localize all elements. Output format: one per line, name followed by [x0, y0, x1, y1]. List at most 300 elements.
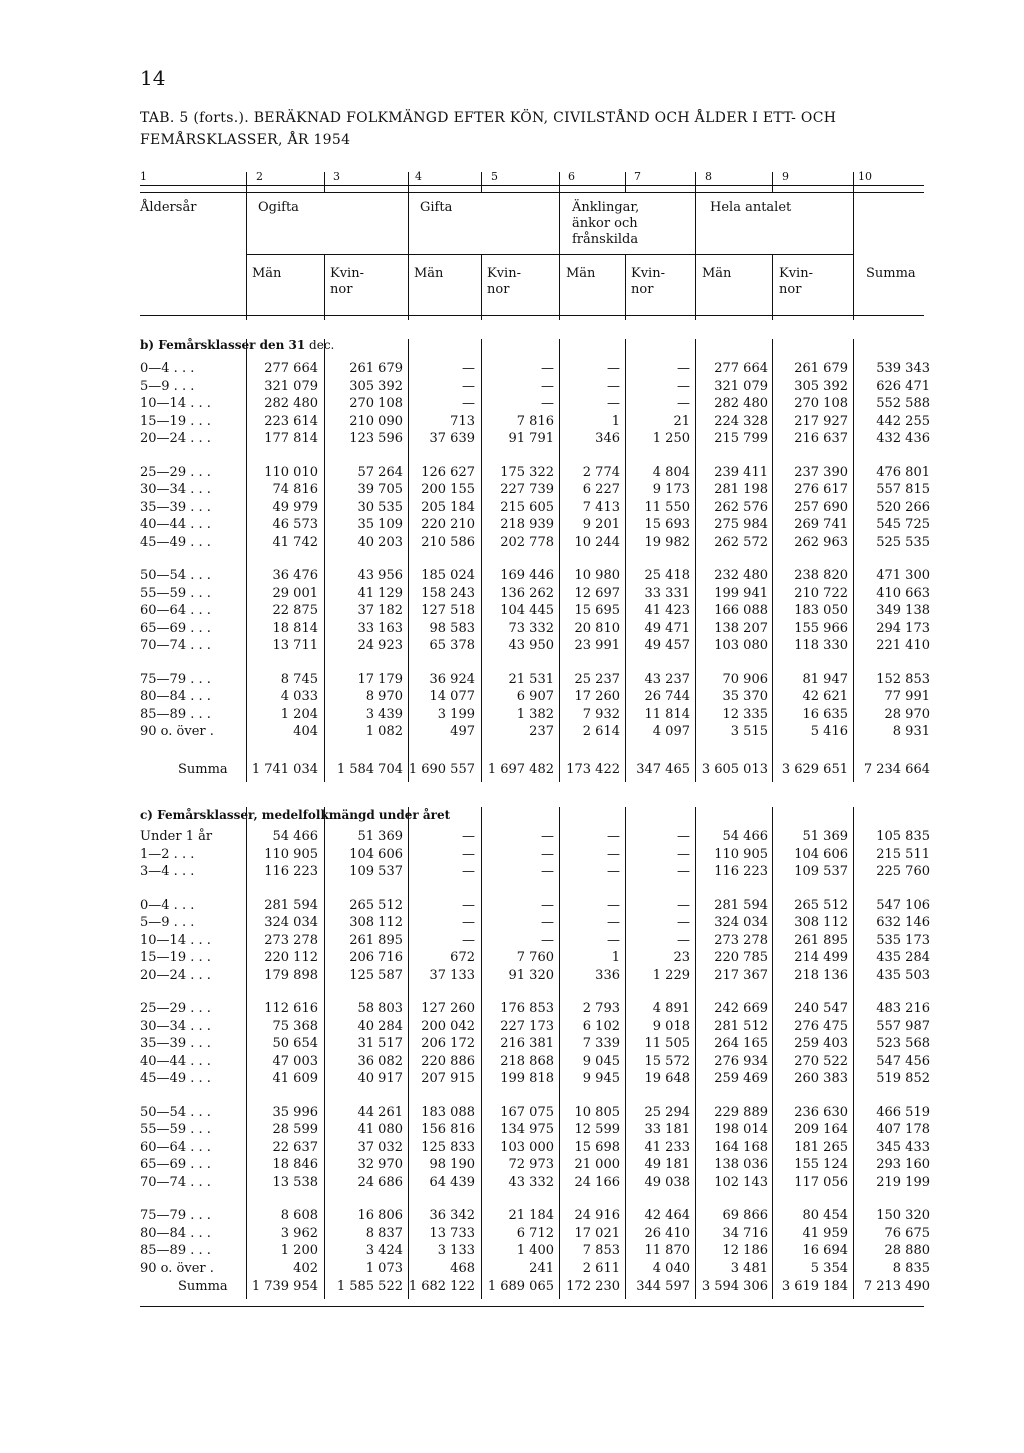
column-rule: [772, 172, 773, 192]
cell-value: 12 186: [722, 1243, 768, 1258]
age-label: 60—64 . . .: [140, 603, 211, 618]
cell-value: 293 160: [876, 1157, 930, 1172]
cell-value: 50 654: [272, 1036, 318, 1051]
cell-value: 281 512: [714, 1018, 768, 1034]
cell-value: 25 294: [644, 1104, 690, 1120]
cell-value: 262 963: [794, 534, 848, 550]
cell-value: 261 895: [794, 932, 848, 948]
cell-value: 305 392: [349, 378, 403, 394]
col-number: 3: [333, 170, 340, 183]
cell-value: 12 599: [574, 1122, 620, 1137]
cell-value: —: [677, 915, 690, 930]
cell-value: 229 889: [714, 1104, 768, 1120]
cell-value: 220 886: [421, 1053, 475, 1069]
subheader-rule: [695, 254, 853, 255]
cell-value: 110 905: [714, 846, 768, 862]
cell-value: 138 036: [714, 1157, 768, 1172]
cell-value: 36 476: [272, 568, 318, 583]
section-title: [140, 808, 450, 822]
col-number: 7: [634, 170, 641, 183]
cell-value: —: [607, 361, 620, 376]
age-label: 10—14 . . .: [140, 396, 211, 411]
cell-value: 23: [673, 950, 690, 965]
age-label: 3—4 . . .: [140, 864, 195, 879]
cell-value: 5 416: [810, 724, 848, 739]
summa-value: 1 689 065: [487, 1279, 554, 1294]
cell-value: 216 381: [500, 1036, 554, 1051]
summa-value: 3 594 306: [701, 1279, 768, 1294]
cell-value: 308 112: [349, 915, 403, 930]
cell-value: 218 868: [500, 1053, 554, 1069]
cell-value: 4 804: [652, 464, 690, 480]
cell-value: 185 024: [421, 568, 475, 583]
cell-value: 117 056: [794, 1174, 848, 1190]
cell-value: 37 182: [357, 603, 403, 618]
column-rule: [853, 339, 854, 782]
cell-value: 1 400: [516, 1243, 554, 1258]
age-label: 55—59 . . .: [140, 1122, 211, 1137]
header-rule: [246, 192, 247, 320]
header-rule: [408, 192, 409, 320]
cell-value: —: [677, 829, 690, 844]
age-label: 85—89 . . .: [140, 706, 211, 722]
header-kvinnor: [631, 266, 665, 298]
title-line-2: FEMÅRSKLASSER, ÅR 1954: [140, 132, 351, 148]
cell-value: —: [541, 396, 554, 411]
cell-value: 103 000: [500, 1139, 554, 1155]
cell-value: 28 599: [272, 1122, 318, 1137]
cell-value: 10 244: [574, 534, 620, 550]
cell-value: —: [462, 864, 475, 879]
cell-value: 4 040: [652, 1260, 690, 1276]
cell-value: 25 418: [644, 568, 690, 583]
cell-value: —: [462, 829, 475, 844]
cell-value: 103 080: [714, 638, 768, 653]
column-rule: [246, 807, 247, 1299]
header-kvinnor-line: nor: [330, 282, 353, 297]
age-label: 90 o. över .: [140, 1260, 214, 1276]
cell-value: 260 383: [794, 1071, 848, 1086]
cell-value: 3 439: [365, 706, 403, 722]
subheader-rule-v: [324, 254, 325, 320]
cell-value: 37 639: [429, 431, 475, 446]
age-label: 75—79 . . .: [140, 671, 211, 687]
cell-value: 30 535: [357, 499, 403, 515]
cell-value: 547 456: [876, 1053, 930, 1069]
cell-value: 3 515: [730, 724, 768, 739]
cell-value: 242 669: [714, 1001, 768, 1016]
cell-value: 10 980: [574, 568, 620, 583]
cell-value: 276 475: [794, 1018, 848, 1034]
cell-value: 104 445: [500, 603, 554, 618]
column-rule: [324, 172, 325, 192]
cell-value: 7 932: [582, 706, 620, 722]
section-title-bold: c) Femårsklasser, medelfolkmängd under året: [140, 808, 451, 822]
cell-value: 40 284: [357, 1018, 403, 1034]
cell-value: 39 705: [357, 482, 403, 497]
cell-value: 276 934: [714, 1053, 768, 1069]
column-rule: [324, 807, 325, 1299]
col-number: 8: [705, 170, 712, 183]
cell-value: 1 200: [280, 1243, 318, 1258]
age-label: 60—64 . . .: [140, 1139, 211, 1155]
cell-value: 672: [450, 950, 475, 965]
cell-value: 273 278: [714, 932, 768, 948]
cell-value: 54 466: [722, 829, 768, 844]
cell-value: 36 924: [429, 671, 475, 687]
summa-value: 1 739 954: [251, 1279, 318, 1294]
cell-value: 46 573: [272, 517, 318, 532]
cell-value: 41 959: [802, 1225, 848, 1241]
cell-value: 19 648: [644, 1071, 690, 1086]
cell-value: 8 837: [365, 1225, 403, 1241]
column-rule: [772, 807, 773, 1299]
cell-value: 43 956: [357, 568, 403, 583]
cell-value: 8 970: [365, 689, 403, 704]
cell-value: 41 233: [644, 1139, 690, 1155]
cell-value: —: [607, 396, 620, 411]
cell-value: 36 082: [357, 1053, 403, 1069]
column-rule: [246, 339, 247, 782]
cell-value: 8 745: [280, 671, 318, 687]
cell-value: 240 547: [794, 1001, 848, 1016]
cell-value: 265 512: [794, 897, 848, 913]
summa-value: 344 597: [636, 1279, 690, 1294]
header-man: Män: [414, 266, 444, 281]
cell-value: 13 733: [429, 1225, 475, 1241]
header-kvinnor-line: nor: [487, 282, 510, 297]
cell-value: 43 237: [644, 671, 690, 687]
cell-value: 91 791: [508, 431, 554, 446]
cell-value: 13 711: [272, 638, 318, 653]
cell-value: 81 947: [802, 671, 848, 687]
col-number: 1: [140, 170, 147, 183]
cell-value: 167 075: [500, 1104, 554, 1120]
cell-value: 118 330: [794, 638, 848, 653]
cell-value: 232 480: [714, 568, 768, 583]
cell-value: 407 178: [876, 1122, 930, 1137]
header-kvinnor: [779, 266, 813, 298]
cell-value: —: [607, 829, 620, 844]
cell-value: 24 166: [574, 1174, 620, 1190]
cell-value: 525 535: [876, 534, 930, 550]
age-label: 40—44 . . .: [140, 517, 211, 532]
cell-value: 98 190: [429, 1157, 475, 1172]
cell-value: 632 146: [876, 915, 930, 930]
cell-value: 21 184: [508, 1208, 554, 1223]
age-label: Under 1 år: [140, 829, 213, 844]
cell-value: 8 931: [892, 724, 930, 739]
cell-value: 557 815: [876, 482, 930, 497]
cell-value: 76 675: [884, 1225, 930, 1241]
column-rule: [408, 339, 409, 782]
cell-value: 31 517: [357, 1036, 403, 1051]
cell-value: —: [462, 396, 475, 411]
cell-value: 80 454: [802, 1208, 848, 1223]
column-rule: [625, 339, 626, 782]
cell-value: 42 621: [802, 689, 848, 704]
cell-value: 281 594: [714, 897, 768, 913]
cell-value: 156 816: [421, 1122, 475, 1137]
cell-value: 10 805: [574, 1104, 620, 1120]
cell-value: 105 835: [876, 829, 930, 844]
age-label: 55—59 . . .: [140, 585, 211, 601]
cell-value: 198 014: [714, 1122, 768, 1137]
cell-value: 158 243: [421, 585, 475, 601]
cell-value: 199 818: [500, 1071, 554, 1086]
cell-value: —: [677, 378, 690, 394]
subheader-rule: [246, 254, 408, 255]
cell-value: 116 223: [714, 864, 768, 879]
summa-value: 3 629 651: [781, 762, 848, 777]
cell-value: 126 627: [421, 464, 475, 480]
cell-value: 713: [450, 413, 475, 429]
cell-value: 432 436: [876, 431, 930, 446]
age-label: 5—9 . . .: [140, 915, 195, 930]
age-label: 50—54 . . .: [140, 1104, 211, 1120]
cell-value: 64 439: [429, 1174, 475, 1190]
cell-value: 259 469: [714, 1071, 768, 1086]
cell-value: 270 108: [794, 396, 848, 411]
cell-value: —: [541, 378, 554, 394]
cell-value: 125 587: [349, 967, 403, 983]
column-rule: [695, 172, 696, 192]
cell-value: 19 982: [644, 534, 690, 550]
cell-value: —: [462, 932, 475, 948]
table-title: [140, 107, 836, 151]
column-rule: [625, 172, 626, 192]
cell-value: 15 695: [574, 603, 620, 618]
cell-value: —: [541, 864, 554, 879]
page-number: 14: [140, 66, 166, 90]
cell-value: —: [677, 897, 690, 913]
cell-value: 215 799: [714, 431, 768, 446]
column-rule: [481, 339, 482, 782]
rule-top: [140, 185, 924, 186]
cell-value: 26 410: [644, 1225, 690, 1241]
cell-value: 49 471: [644, 620, 690, 636]
cell-value: 545 725: [876, 517, 930, 532]
cell-value: 176 853: [500, 1001, 554, 1016]
cell-value: 17 179: [357, 671, 403, 687]
cell-value: 520 266: [876, 499, 930, 515]
cell-value: 270 108: [349, 396, 403, 411]
header-rule: [853, 192, 854, 320]
header-hela: Hela antalet: [710, 200, 792, 215]
age-label: 85—89 . . .: [140, 1243, 211, 1258]
col-number: 6: [568, 170, 575, 183]
cell-value: 57 264: [357, 464, 403, 480]
cell-value: 227 739: [500, 482, 554, 497]
column-rule: [772, 339, 773, 782]
cell-value: 25 237: [574, 671, 620, 687]
header-kvinnor: [487, 266, 521, 298]
cell-value: 91 320: [508, 967, 554, 983]
cell-value: 125 833: [421, 1139, 475, 1155]
cell-value: 102 143: [714, 1174, 768, 1190]
cell-value: 200 042: [421, 1018, 475, 1034]
summa-value: 1 697 482: [487, 762, 554, 777]
cell-value: 109 537: [349, 864, 403, 879]
column-rule: [559, 807, 560, 1299]
cell-value: —: [541, 897, 554, 913]
column-rule: [324, 339, 325, 782]
cell-value: 123 596: [349, 431, 403, 446]
age-label: 1—2 . . .: [140, 846, 195, 862]
age-label: 15—19 . . .: [140, 950, 211, 965]
cell-value: 41 742: [272, 534, 318, 550]
column-rule: [695, 807, 696, 1299]
cell-value: 200 155: [421, 482, 475, 497]
cell-value: 1: [611, 950, 620, 965]
cell-value: 164 168: [714, 1139, 768, 1155]
cell-value: 225 760: [876, 864, 930, 879]
cell-value: 523 568: [876, 1036, 930, 1051]
cell-value: 9 201: [582, 517, 620, 532]
cell-value: 74 816: [272, 482, 318, 497]
header-man: Män: [702, 266, 732, 281]
cell-value: 324 034: [714, 915, 768, 930]
cell-value: 261 679: [794, 361, 848, 376]
cell-value: 209 164: [794, 1122, 848, 1137]
cell-value: 214 499: [794, 950, 848, 965]
cell-value: 9 173: [652, 482, 690, 497]
cell-value: 557 987: [876, 1018, 930, 1034]
cell-value: 1 073: [365, 1260, 403, 1276]
cell-value: 35 370: [722, 689, 768, 704]
cell-value: 218 136: [794, 967, 848, 983]
cell-value: 435 503: [876, 967, 930, 983]
cell-value: 11 550: [644, 499, 690, 515]
cell-value: 4 891: [652, 1001, 690, 1016]
cell-value: 207 915: [421, 1071, 475, 1086]
cell-value: —: [677, 846, 690, 862]
cell-value: —: [541, 361, 554, 376]
cell-value: 183 050: [794, 603, 848, 618]
cell-value: 7 339: [582, 1036, 620, 1051]
cell-value: 238 820: [794, 568, 848, 583]
cell-value: 497: [450, 724, 475, 739]
cell-value: 210 722: [794, 585, 848, 601]
cell-value: 6 227: [582, 482, 620, 497]
cell-value: 5 354: [810, 1260, 848, 1276]
cell-value: 4 097: [652, 724, 690, 739]
col-number: 5: [491, 170, 498, 183]
age-label: 75—79 . . .: [140, 1208, 211, 1223]
cell-value: 324 034: [264, 915, 318, 930]
cell-value: 41 609: [272, 1071, 318, 1086]
cell-value: 402: [293, 1260, 318, 1276]
cell-value: 41 080: [357, 1122, 403, 1137]
cell-value: —: [607, 932, 620, 948]
cell-value: 519 852: [876, 1071, 930, 1086]
cell-value: 138 207: [714, 620, 768, 636]
cell-value: 221 410: [876, 638, 930, 653]
header-anklingar: [572, 200, 639, 248]
cell-value: 6 712: [516, 1225, 554, 1241]
cell-value: 483 216: [876, 1001, 930, 1016]
age-label: 30—34 . . .: [140, 1018, 211, 1034]
age-label: 70—74 . . .: [140, 1174, 211, 1190]
cell-value: 134 975: [500, 1122, 554, 1137]
header-kvinnor-line: Kvin-: [487, 266, 521, 281]
cell-value: 70 906: [722, 671, 768, 687]
cell-value: 224 328: [714, 413, 768, 429]
cell-value: 16 635: [802, 706, 848, 722]
cell-value: 216 637: [794, 431, 848, 446]
age-label: 0—4 . . .: [140, 897, 195, 913]
cell-value: —: [462, 897, 475, 913]
cell-value: 49 038: [644, 1174, 690, 1190]
cell-value: 47 003: [272, 1053, 318, 1069]
cell-value: 435 284: [876, 950, 930, 965]
cell-value: 15 698: [574, 1139, 620, 1155]
cell-value: 223 614: [264, 413, 318, 429]
cell-value: 183 088: [421, 1104, 475, 1120]
cell-value: 15 693: [644, 517, 690, 532]
summa-value: 347 465: [636, 762, 690, 777]
cell-value: 166 088: [714, 603, 768, 618]
cell-value: 127 260: [421, 1001, 475, 1016]
header-kvinnor-line: Kvin-: [330, 266, 364, 281]
cell-value: —: [677, 932, 690, 948]
cell-value: 24 916: [574, 1208, 620, 1223]
cell-value: —: [677, 361, 690, 376]
age-label: 40—44 . . .: [140, 1053, 211, 1069]
header-kvinnor-line: nor: [779, 282, 802, 297]
cell-value: 177 814: [264, 431, 318, 446]
cell-value: 69 866: [722, 1208, 768, 1223]
cell-value: 112 616: [264, 1001, 318, 1016]
cell-value: —: [607, 846, 620, 862]
age-label: 10—14 . . .: [140, 932, 211, 948]
column-rule: [853, 172, 854, 192]
cell-value: 49 181: [644, 1157, 690, 1172]
age-label: 35—39 . . .: [140, 499, 211, 515]
cell-value: 51 369: [802, 829, 848, 844]
cell-value: 7 760: [516, 950, 554, 965]
cell-value: 8 835: [892, 1260, 930, 1276]
cell-value: 21 531: [508, 671, 554, 687]
cell-value: 1 382: [516, 706, 554, 722]
subheader-rule: [408, 254, 559, 255]
cell-value: 41 129: [357, 585, 403, 601]
cell-value: —: [462, 378, 475, 394]
cell-value: 40 917: [357, 1071, 403, 1086]
cell-value: —: [607, 378, 620, 394]
header-gifta: Gifta: [420, 200, 453, 215]
cell-value: 152 853: [876, 671, 930, 687]
cell-value: 28 970: [884, 706, 930, 722]
cell-value: 321 079: [714, 378, 768, 394]
cell-value: 175 322: [500, 464, 554, 480]
header-rule: [559, 192, 560, 320]
rule-under-colnums: [140, 192, 924, 193]
cell-value: —: [541, 932, 554, 948]
cell-value: 14 077: [429, 689, 475, 704]
cell-value: 7 853: [582, 1243, 620, 1258]
cell-value: 12 335: [722, 706, 768, 722]
cell-value: 471 300: [876, 568, 930, 583]
title-line-1: TAB. 5 (forts.). BERÄKNAD FOLKMÄNGD EFTER KÖN, CIVILSTÅND OCH ÅLDER I ETT- OCH: [140, 110, 837, 126]
cell-value: 346: [595, 431, 620, 446]
column-rule: [625, 807, 626, 1299]
cell-value: 220 785: [714, 950, 768, 965]
cell-value: 547 106: [876, 897, 930, 913]
cell-value: 1 204: [280, 706, 318, 722]
age-label: 20—24 . . .: [140, 967, 211, 983]
header-man: Män: [252, 266, 282, 281]
